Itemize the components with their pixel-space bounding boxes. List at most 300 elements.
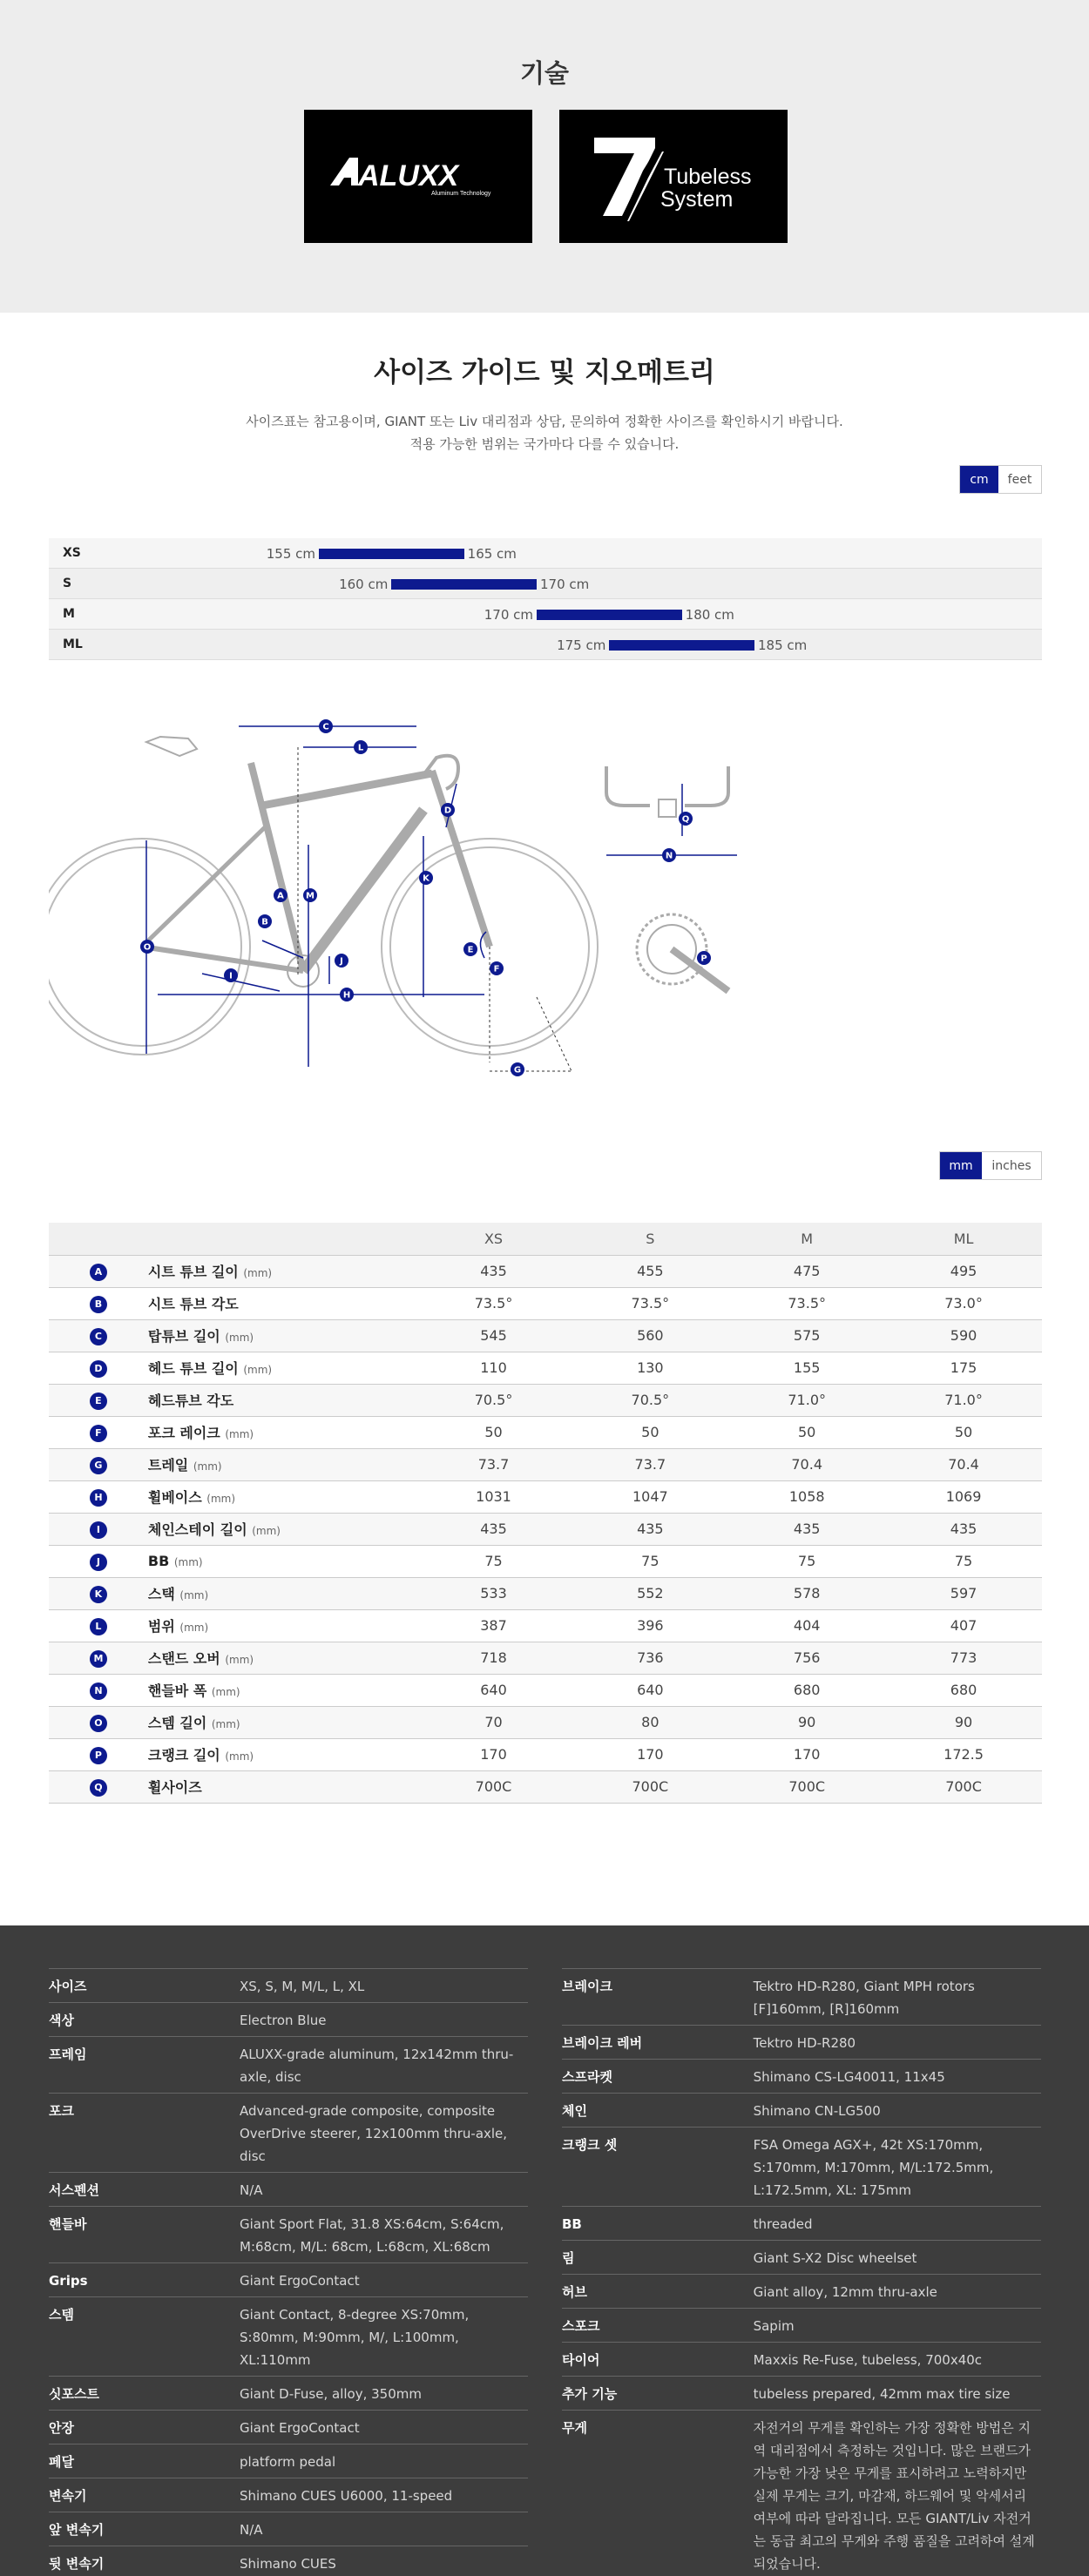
svg-text:G: G	[513, 1065, 522, 1076]
geometry-name-cell	[148, 1674, 416, 1706]
svg-text:K: K	[423, 873, 430, 884]
geometry-name-cell	[148, 1609, 416, 1642]
svg-text:L: L	[357, 743, 364, 753]
geometry-value: 590	[885, 1319, 1042, 1352]
geometry-unit: (mm)	[225, 1654, 254, 1666]
spec-key: 페달	[49, 2454, 74, 2470]
spec-value: Shimano CS-LG40011, 11x45	[753, 2069, 945, 2085]
geometry-badge-cell	[49, 1609, 148, 1642]
spec-key: 서스펜션	[49, 2182, 99, 2198]
geometry-value: 640	[416, 1674, 572, 1706]
geometry-row	[49, 1384, 1042, 1416]
spec-list-left	[49, 1968, 528, 2576]
spec-row	[49, 2296, 528, 2376]
geometry-badge-k	[419, 871, 433, 885]
geometry-badge-cell	[49, 1352, 148, 1384]
height-row-max: 180 cm	[685, 607, 734, 623]
geometry-value: 70	[416, 1706, 572, 1738]
spec-value: Shimano CUES U6000, 11-speed	[240, 2488, 453, 2504]
svg-text:O: O	[143, 942, 152, 953]
spec-value: N/A	[240, 2182, 263, 2198]
height-row-min: 175 cm	[557, 637, 606, 653]
geometry-badge-n	[662, 848, 676, 862]
geometry-row	[49, 1706, 1042, 1738]
spec-row	[562, 1968, 1041, 2025]
geometry-name: 헤드튜브 각도	[147, 1393, 234, 1409]
geometry-name: 포크 레이크	[147, 1425, 220, 1441]
geometry-value: 404	[728, 1609, 885, 1642]
geometry-value: 110	[416, 1352, 572, 1384]
rider-height-chart	[49, 538, 1042, 660]
spec-value: threaded	[753, 2216, 813, 2232]
geometry-name: 크랭크 길이	[147, 1747, 220, 1763]
geometry-badge: I	[90, 1521, 107, 1539]
geometry-badge-cell	[49, 1706, 148, 1738]
geometry-value: 73.7	[416, 1448, 572, 1480]
geometry-row	[49, 1513, 1042, 1545]
unit-feet-button[interactable]: feet	[998, 466, 1041, 493]
geometry-row	[49, 1545, 1042, 1577]
spec-value: Giant Contact, 8-degree XS:70mm, S:80mm, M:90mm, M/, L:100mm, XL:110mm	[240, 2307, 470, 2368]
geometry-value: 455	[572, 1255, 728, 1287]
geometry-value: 640	[572, 1674, 728, 1706]
svg-text:M: M	[306, 891, 315, 901]
geometry-name: 시트 튜브 길이	[147, 1264, 239, 1280]
geometry-value: 475	[728, 1255, 885, 1287]
geometry-badge-g	[511, 1062, 524, 1076]
height-row-max: 170 cm	[540, 577, 590, 592]
height-range-bar	[319, 549, 464, 559]
spec-row	[49, 2512, 528, 2546]
geometry-value: 71.0°	[728, 1384, 885, 1416]
geometry-row	[49, 1287, 1042, 1319]
geometry-value: 50	[728, 1416, 885, 1448]
geometry-value: 70.4	[885, 1448, 1042, 1480]
svg-text:H: H	[342, 990, 351, 1001]
unit-inches-button[interactable]: inches	[982, 1152, 1041, 1179]
svg-text:F: F	[493, 964, 500, 974]
geometry-value: 75	[728, 1545, 885, 1577]
spec-key: 포크	[49, 2103, 74, 2119]
geometry-badge-cell	[49, 1448, 148, 1480]
geometry-value: 1069	[885, 1480, 1042, 1513]
spec-value: ALUXX-grade aluminum, 12x142mm thru-axle, disc	[240, 2047, 514, 2085]
height-row	[49, 630, 1042, 660]
tubeless-line2: System	[660, 187, 734, 212]
geometry-name: 헤드 튜브 길이	[147, 1360, 239, 1377]
svg-text:I: I	[229, 971, 233, 981]
geometry-value: 170	[572, 1738, 728, 1770]
spec-key: 프레임	[49, 2047, 87, 2062]
geometry-value: 50	[885, 1416, 1042, 1448]
geometry-value: 597	[885, 1577, 1042, 1609]
geometry-badge: N	[90, 1682, 107, 1700]
geometry-value: 70.5°	[572, 1384, 728, 1416]
spec-value: Shimano CN-LG500	[753, 2103, 881, 2119]
geometry-name-cell	[148, 1319, 416, 1352]
svg-text:J: J	[340, 956, 343, 967]
geometry-unit: (mm)	[179, 1622, 209, 1634]
spec-key: 허브	[562, 2284, 587, 2300]
spec-row	[562, 2059, 1041, 2093]
unit-cm-button[interactable]: cm	[960, 466, 998, 493]
geometry-value: 578	[728, 1577, 885, 1609]
spec-row	[562, 2376, 1041, 2410]
spec-value: Electron Blue	[240, 2013, 327, 2028]
header-size: ML	[885, 1223, 1042, 1255]
geometry-badge-cell	[49, 1319, 148, 1352]
geometry-value: 552	[572, 1577, 728, 1609]
geometry-value: 545	[416, 1319, 572, 1352]
header-name-col	[148, 1223, 416, 1255]
geometry-row	[49, 1480, 1042, 1513]
aluxx-name: ALUXX	[358, 159, 459, 192]
geometry-name-cell	[148, 1287, 416, 1319]
spec-key: 핸들바	[49, 2216, 87, 2232]
spec-key: 크랭크 셋	[562, 2137, 618, 2153]
geometry-badge: C	[90, 1328, 107, 1345]
geometry-badge-h	[340, 988, 354, 1001]
spec-key: 앞 변속기	[49, 2522, 105, 2538]
geometry-badge-cell	[49, 1642, 148, 1674]
technology-title: 기술	[519, 58, 570, 88]
geometry-name-cell	[148, 1448, 416, 1480]
geometry-value: 80	[572, 1706, 728, 1738]
spec-value: Giant ErgoContact	[240, 2273, 360, 2289]
geometry-value: 70.5°	[416, 1384, 572, 1416]
spec-value: 자전거의 무게를 확인하는 가장 정확한 방법은 지역 대리점에서 측정하는 것입니다. 많은 브랜드가 가능한 가장 낮은 무게를 표시하려고 노력하지만 실제 무게는 크기, 마감재, 하드웨어 및 악세서리 여부에 따라 달라집니다. 모든 GIANT/Liv 자전거는 동급 최고의 무게와 주행 품질을 고려하여 설계되었습니다.	[753, 2420, 1035, 2572]
geometry-value: 50	[416, 1416, 572, 1448]
height-range-bar	[609, 640, 754, 651]
spec-row	[49, 2206, 528, 2262]
geometry-value: 435	[728, 1513, 885, 1545]
spec-row	[49, 2093, 528, 2172]
geometry-value: 90	[728, 1706, 885, 1738]
geometry-badge-b	[258, 914, 272, 928]
spec-key: 브레이크	[562, 1979, 612, 1994]
spec-row	[562, 2410, 1041, 2576]
spec-list-right	[562, 1968, 1041, 2576]
spec-row	[562, 2308, 1041, 2342]
height-unit-toggle	[959, 465, 1042, 494]
geometry-badge-cell	[49, 1770, 148, 1803]
geometry-value: 75	[572, 1545, 728, 1577]
geometry-badge: D	[90, 1360, 107, 1378]
aluxx-logo[interactable]	[304, 110, 532, 243]
geometry-badge: Q	[90, 1779, 107, 1797]
geometry-row	[49, 1674, 1042, 1706]
geometry-name: 스템 길이	[147, 1715, 207, 1731]
spec-key: 무게	[562, 2420, 587, 2436]
spec-row	[562, 2127, 1041, 2206]
geometry-unit: (mm)	[225, 1750, 254, 1763]
spec-row	[562, 2342, 1041, 2376]
geometry-row	[49, 1319, 1042, 1352]
geometry-badge: E	[90, 1393, 107, 1410]
geometry-badge-j	[335, 954, 348, 968]
geometry-name-cell	[148, 1480, 416, 1513]
geometry-value: 175	[885, 1352, 1042, 1384]
height-row-min: 155 cm	[266, 546, 315, 562]
geometry-badge: L	[90, 1618, 107, 1635]
geometry-value: 718	[416, 1642, 572, 1674]
geometry-badge-e	[463, 942, 477, 956]
geometry-value: 73.0°	[885, 1287, 1042, 1319]
geometry-badge: B	[90, 1296, 107, 1313]
geometry-table-header	[49, 1223, 1042, 1255]
spec-row	[49, 2172, 528, 2206]
geometry-unit: (mm)	[211, 1718, 240, 1730]
geometry-name-cell	[148, 1513, 416, 1545]
geometry-badge: O	[90, 1715, 107, 1732]
size-guide-desc-line1: 사이즈표는 참고용이며, GIANT 또는 Liv 대리점과 상담, 문의하여 정확한 사이즈를 확인하시기 바랍니다.	[246, 414, 843, 429]
geometry-badge-cell	[49, 1255, 148, 1287]
geometry-unit: (mm)	[225, 1332, 254, 1344]
geometry-badge: M	[90, 1650, 107, 1668]
geometry-unit: (mm)	[206, 1493, 236, 1505]
geometry-badge-cell	[49, 1577, 148, 1609]
geometry-badge-c	[319, 719, 333, 733]
geometry-row	[49, 1416, 1042, 1448]
geometry-value: 73.5°	[572, 1287, 728, 1319]
geometry-value: 560	[572, 1319, 728, 1352]
height-row-min: 170 cm	[484, 607, 533, 623]
geometry-value: 495	[885, 1255, 1042, 1287]
spec-key: 뒷 변속기	[49, 2556, 105, 2572]
svg-text:Q: Q	[681, 814, 690, 825]
height-row	[49, 538, 1042, 569]
spec-value: platform pedal	[240, 2454, 336, 2470]
geometry-name: 스탠드 오버	[147, 1650, 220, 1667]
geometry-value: 73.7	[572, 1448, 728, 1480]
spec-row	[49, 2376, 528, 2410]
geometry-value: 75	[885, 1545, 1042, 1577]
geometry-value: 700C	[416, 1770, 572, 1803]
spec-value: Tektro HD-R280	[753, 2035, 856, 2051]
geometry-value: 90	[885, 1706, 1042, 1738]
height-row-max: 165 cm	[467, 546, 517, 562]
height-row-min: 160 cm	[339, 577, 389, 592]
spec-key: 안장	[49, 2420, 74, 2436]
height-row-size: S	[63, 577, 72, 590]
geometry-name-cell	[148, 1577, 416, 1609]
height-row-max: 185 cm	[758, 637, 808, 653]
spec-value: Maxxis Re-Fuse, tubeless, 700x40c	[753, 2352, 983, 2368]
geometry-badge-o	[140, 940, 154, 954]
spec-key: 림	[562, 2250, 575, 2266]
svg-text:N: N	[665, 851, 673, 861]
geometry-value: 73.5°	[416, 1287, 572, 1319]
height-range-bar	[391, 579, 537, 590]
geometry-value: 435	[416, 1513, 572, 1545]
geometry-badge: K	[90, 1586, 107, 1603]
geometry-value: 170	[728, 1738, 885, 1770]
spec-value: FSA Omega AGX+, 42t XS:170mm, S:170mm, M:170mm, M/L:172.5mm, L:172.5mm, XL: 175mm	[753, 2137, 994, 2198]
spec-value: Giant D-Fuse, alloy, 350mm	[240, 2386, 422, 2402]
geometry-value: 680	[885, 1674, 1042, 1706]
height-row	[49, 599, 1042, 630]
geometry-badge-cell	[49, 1674, 148, 1706]
geometry-name-cell	[148, 1738, 416, 1770]
spec-key: 스프라켓	[562, 2069, 612, 2085]
spec-row	[562, 2240, 1041, 2274]
geometry-name: 범위	[147, 1618, 175, 1635]
geometry-unit: (mm)	[252, 1525, 281, 1537]
geometry-value: 736	[572, 1642, 728, 1674]
geometry-value: 533	[416, 1577, 572, 1609]
aluxx-sub: Aluminum Technology	[431, 191, 491, 197]
geometry-value: 155	[728, 1352, 885, 1384]
spec-row	[562, 2206, 1041, 2240]
geometry-badge-p	[697, 951, 711, 965]
geometry-name-cell	[148, 1384, 416, 1416]
spec-row	[562, 2274, 1041, 2308]
spec-key: 타이어	[562, 2352, 600, 2368]
size-guide-description	[0, 410, 1089, 455]
header-size: M	[728, 1223, 885, 1255]
geometry-name-cell	[148, 1352, 416, 1384]
geometry-badge-d	[441, 803, 455, 817]
geometry-badge-cell	[49, 1287, 148, 1319]
geometry-name-cell	[148, 1255, 416, 1287]
spec-value: Giant alloy, 12mm thru-axle	[753, 2284, 937, 2300]
geometry-row	[49, 1352, 1042, 1384]
geometry-value: 700C	[572, 1770, 728, 1803]
geometry-name: BB	[147, 1553, 170, 1569]
geometry-row	[49, 1738, 1042, 1770]
geometry-badge-q	[679, 812, 693, 826]
spec-key: BB	[562, 2216, 582, 2232]
geometry-value: 435	[885, 1513, 1042, 1545]
geometry-badge-cell	[49, 1513, 148, 1545]
spec-key: 사이즈	[49, 1979, 87, 1994]
geometry-unit: (mm)	[193, 1460, 222, 1473]
geometry-unit-toggle	[939, 1151, 1042, 1180]
svg-text:B: B	[261, 917, 268, 927]
geometry-badge-m	[303, 888, 317, 902]
svg-text:A: A	[277, 891, 284, 901]
spec-value: Giant ErgoContact	[240, 2420, 360, 2436]
geometry-unit: (mm)	[211, 1686, 240, 1698]
spec-value: Shimano CUES	[240, 2556, 336, 2572]
svg-text:E: E	[467, 945, 474, 955]
spec-value: XS, S, M, M/L, L, XL	[240, 1979, 365, 1994]
geometry-value: 387	[416, 1609, 572, 1642]
geometry-value: 130	[572, 1352, 728, 1384]
geometry-row	[49, 1577, 1042, 1609]
spec-row	[49, 2262, 528, 2296]
geometry-badge: J	[90, 1554, 107, 1571]
geometry-row	[49, 1642, 1042, 1674]
spec-row	[49, 2546, 528, 2576]
geometry-name-cell	[148, 1642, 416, 1674]
svg-text:C: C	[322, 722, 329, 732]
geometry-name-cell	[148, 1770, 416, 1803]
geometry-value: 680	[728, 1674, 885, 1706]
geometry-value: 700C	[728, 1770, 885, 1803]
svg-text:P: P	[700, 954, 707, 964]
geometry-badge-cell	[49, 1416, 148, 1448]
spec-value: Tektro HD-R280, Giant MPH rotors [F]160mm, [R]160mm	[753, 1979, 975, 2017]
spec-key: 체인	[562, 2103, 587, 2119]
geometry-value: 396	[572, 1609, 728, 1642]
header-badge-col	[49, 1223, 148, 1255]
geometry-row	[49, 1255, 1042, 1287]
spec-value: Advanced-grade composite, composite OverDrive steerer, 12x100mm thru-axle, disc	[240, 2103, 508, 2164]
unit-mm-button[interactable]: mm	[940, 1152, 982, 1179]
spec-value: Giant S-X2 Disc wheelset	[753, 2250, 917, 2266]
geometry-name: 스택	[147, 1586, 175, 1602]
height-row-size: M	[63, 607, 75, 621]
geometry-name: 체인스테이 길이	[147, 1521, 247, 1538]
spec-row	[562, 2093, 1041, 2127]
spec-row	[49, 2410, 528, 2444]
spec-row	[562, 2025, 1041, 2059]
geometry-value: 407	[885, 1609, 1042, 1642]
spec-key: 스포크	[562, 2318, 600, 2334]
geometry-value: 435	[416, 1255, 572, 1287]
geometry-value: 75	[416, 1545, 572, 1577]
height-row-size: ML	[63, 637, 83, 651]
tubeless-line1: Tubeless	[664, 165, 752, 189]
spec-value: N/A	[240, 2522, 263, 2538]
technology-section	[0, 0, 1089, 313]
geometry-unit: (mm)	[243, 1364, 273, 1376]
geometry-name-cell	[148, 1416, 416, 1448]
geometry-badge-cell	[49, 1384, 148, 1416]
spec-value: Giant Sport Flat, 31.8 XS:64cm, S:64cm, M:68cm, M/L: 68cm, L:68cm, XL:68cm	[240, 2216, 504, 2255]
geometry-value: 575	[728, 1319, 885, 1352]
geometry-name: 휠베이스	[147, 1489, 202, 1506]
geometry-badge: G	[90, 1457, 107, 1474]
size-guide-desc-line2: 적용 가능한 범위는 국가마다 다를 수 있습니다.	[409, 436, 680, 452]
geometry-row	[49, 1770, 1042, 1803]
geometry-unit: (mm)	[225, 1428, 254, 1440]
geometry-value: 172.5	[885, 1738, 1042, 1770]
geometry-badge: P	[90, 1747, 107, 1764]
geometry-value: 756	[728, 1642, 885, 1674]
geometry-value: 50	[572, 1416, 728, 1448]
geometry-name: 탑튜브 길이	[147, 1328, 220, 1345]
header-size: XS	[416, 1223, 572, 1255]
spec-key: 스템	[49, 2307, 74, 2323]
geometry-badge-a	[274, 888, 287, 902]
spec-row	[49, 2036, 528, 2093]
geometry-badge-cell	[49, 1738, 148, 1770]
geometry-badge-cell	[49, 1545, 148, 1577]
geometry-unit: (mm)	[173, 1556, 203, 1568]
geometry-diagram	[49, 697, 1042, 1097]
geometry-name-cell	[148, 1545, 416, 1577]
size-guide-title: 사이즈 가이드 및 지오메트리	[374, 357, 715, 388]
tubeless-logo[interactable]	[559, 110, 788, 243]
geometry-value: 1031	[416, 1480, 572, 1513]
geometry-unit: (mm)	[179, 1589, 209, 1602]
geometry-value: 70.4	[728, 1448, 885, 1480]
geometry-value: 1047	[572, 1480, 728, 1513]
geometry-value: 71.0°	[885, 1384, 1042, 1416]
geometry-value: 700C	[885, 1770, 1042, 1803]
geometry-unit: (mm)	[243, 1267, 273, 1279]
geometry-row	[49, 1448, 1042, 1480]
spec-value: Sapim	[753, 2318, 795, 2334]
spec-key: 색상	[49, 2013, 74, 2028]
geometry-badge-l	[354, 740, 368, 754]
spec-key: 추가 기능	[562, 2386, 618, 2402]
geometry-value: 73.5°	[728, 1287, 885, 1319]
geometry-name: 트레일	[147, 1457, 189, 1473]
geometry-table	[49, 1223, 1042, 1804]
